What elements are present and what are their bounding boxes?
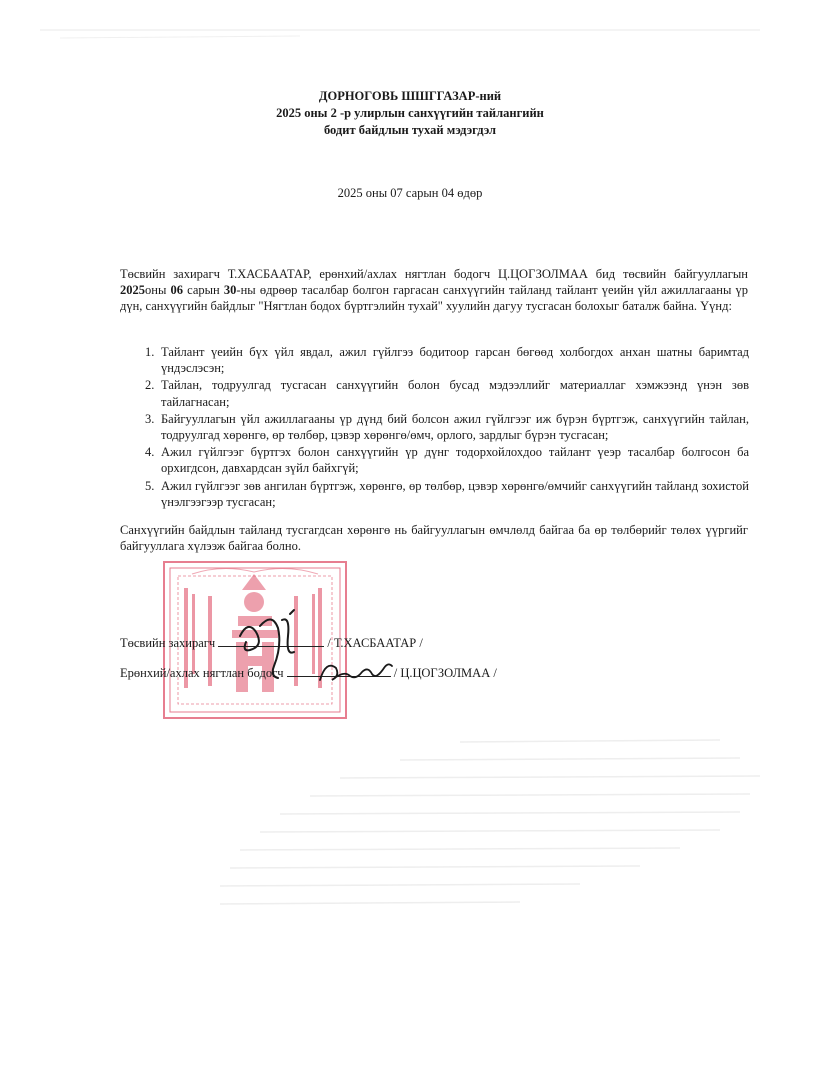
director-label: Төсвийн захирагч bbox=[120, 636, 216, 650]
document-title bbox=[120, 88, 700, 139]
list-item-number: 1. bbox=[145, 345, 155, 359]
accountant-signature-mark bbox=[310, 650, 400, 690]
accountant-name: / Ц.ЦОГЗОЛМАА / bbox=[393, 666, 497, 680]
director-name: / Т.ХАСБААТАР / bbox=[327, 636, 423, 650]
list-item-number: 3. bbox=[145, 411, 155, 426]
list-item bbox=[145, 377, 749, 409]
intro-month: 06 bbox=[170, 283, 183, 297]
scan-bleed-through bbox=[220, 730, 780, 950]
list-item bbox=[145, 478, 749, 510]
title-line-1: ДОРНОГОВЬ ШШГГАЗАР-ний bbox=[318, 89, 502, 103]
list-item-text: Байгууллагын үйл ажиллагааны үр дүнд бий болсон ажил гүйлгээг иж бүрэн бүртгэж, санхүүгийн тайлан, тодруулгад хөрөнгө, өр төлбөр, цэвэр хөрөнгө/өмч, орлого, зардлыг бүрэн тусгасан; bbox=[161, 411, 749, 443]
list-item-number: 4. bbox=[145, 445, 155, 460]
list-item-text: Тайлант үеийн бүх үйл явдал, ажил гүйлгээ бодитоор гарсан бөгөөд холбогдох анхан шатны баримтад үндэслэсэн; bbox=[161, 345, 749, 376]
list-item bbox=[145, 344, 749, 376]
statement-list bbox=[145, 344, 749, 511]
document-date: 2025 оны 07 сарын 04 өдөр bbox=[337, 186, 483, 200]
intro-day: 30 bbox=[223, 283, 237, 297]
closing-paragraph: Санхүүгийн байдлын тайланд тусгагдсан хөрөнгө нь байгууллагын өмчлөлд байгаа ба өр төлбөрийг төлөх үүргийг байгууллага хүлээж байгаа болно. bbox=[120, 523, 748, 553]
list-item-text: Ажил гүйлгээг зөв ангилан бүртгэж, хөрөнгө, өр төлбөр, цэвэр хөрөнгө/өмчийг санхүүгийн тайланд зохистой үнэлгээгээр тусгасан; bbox=[161, 478, 749, 509]
list-item bbox=[145, 444, 749, 476]
list-item bbox=[145, 411, 749, 443]
intro-text-3: сарын bbox=[183, 283, 224, 297]
title-line-2: 2025 оны 2 -р улирлын санхүүгийн тайлангийн bbox=[276, 106, 544, 120]
intro-year: 2025 bbox=[120, 283, 145, 297]
intro-paragraph bbox=[120, 266, 748, 314]
intro-text-4: -ны өдрөөр тасалбар болгон гаргасан санхүүгийн тайланд тайлант үеийн үйл ажиллагааны үр дүн, санхүүгийн байдлыг "Нягтлан бодох бүртгэлийн тухай" хуулийн дагуу тусгасан болохыг баталж байна. Үүнд: bbox=[120, 283, 748, 313]
title-line-3: бодит байдлын тухай мэдэгдэл bbox=[323, 123, 497, 137]
scan-artifact-top bbox=[0, 0, 826, 60]
intro-text-2: оны bbox=[145, 283, 171, 297]
accountant-label: Ерөнхий/ахлах нягтлан бодогч bbox=[120, 666, 284, 680]
list-item-number: 2. bbox=[145, 378, 155, 393]
list-item-text: Ажил гүйлгээг бүртгэх болон санхүүгийн үр дүнг тодорхойлохдоо тайлант үеэр тасалбар болгосон ба орхигдсон, давхардсан зүйл байхгүй; bbox=[161, 445, 749, 476]
list-item-number: 5. bbox=[145, 478, 155, 493]
list-item-text: Тайлан, тодруулгад тусгасан санхүүгийн болон бусад мэдээллийг материаллаг хэмжээнд үнэн зөв тайлагнасан; bbox=[161, 378, 749, 409]
intro-text-1: Төсвийн захирагч Т.ХАСБААТАР, ерөнхий/ахлах нягтлан бодогч Ц.ЦОГЗОЛМАА бид төсвийн байгууллагын bbox=[120, 267, 748, 281]
